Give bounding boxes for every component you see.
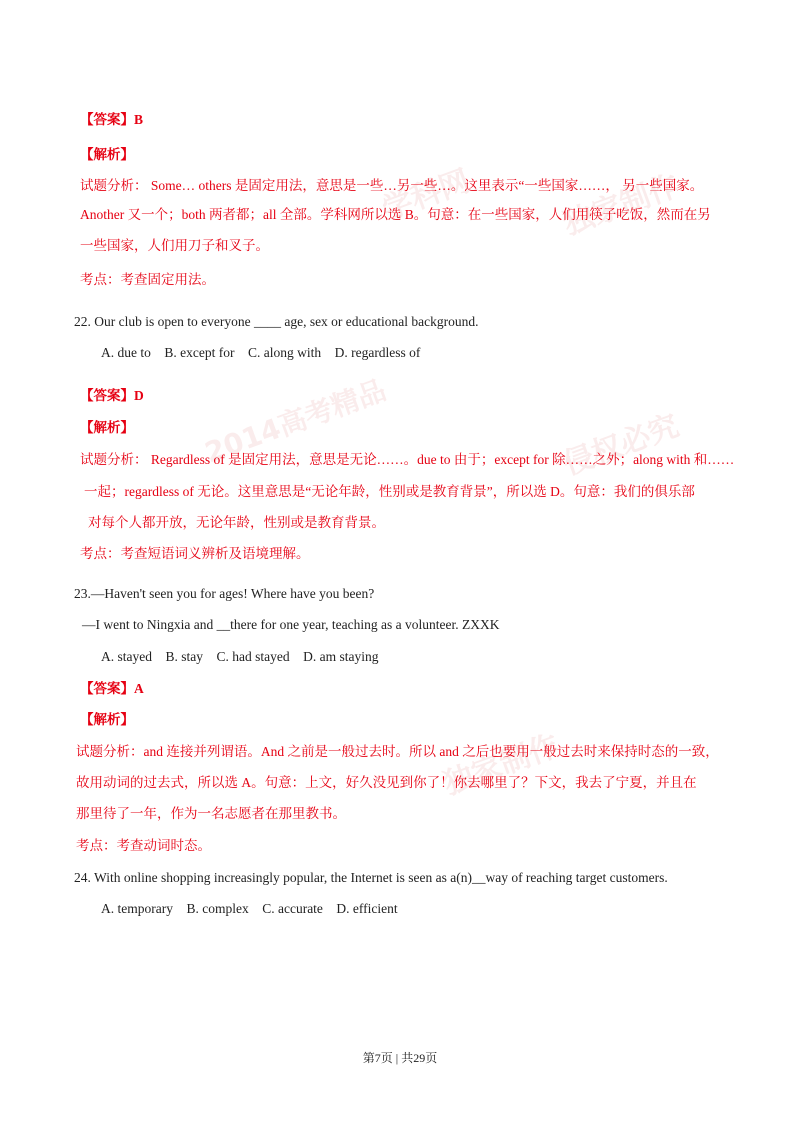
analysis-line: 对每个人都开放，无论年龄，性别或是教育背景。	[88, 515, 385, 530]
analysis-line: 一些国家，人们用刀子和叉子。	[80, 238, 269, 253]
question-24: 24. With online shopping increasingly popular, the Internet is seen as a(n)__way of reaching target customers.	[74, 870, 668, 885]
analysis-line: 故用动词的过去式，所以选 A。句意：上文，好久没见到你了！你去哪里了？下文，我去了宁夏，并且在	[76, 775, 697, 790]
options-23: A. stayed B. stay C. had stayed D. am staying	[101, 649, 379, 664]
answer-label: 【答案】D	[80, 388, 144, 403]
watermark-text: 学科网	[377, 163, 475, 228]
options-22: A. due to B. except for C. along with D. regardless of	[101, 345, 421, 360]
watermark-text: 独家制作	[558, 168, 684, 243]
watermark-text: 独家制作	[438, 728, 564, 803]
answer-label: 【答案】B	[80, 112, 144, 127]
options-24: A. temporary B. complex C. accurate D. efficient	[101, 901, 398, 916]
test-point: 考点：考查固定用法。	[80, 272, 215, 287]
test-point: 考点：考查短语词义辨析及语境理解。	[80, 546, 310, 561]
question-23-line2: —I went to Ningxia and __there for one year, teaching as a volunteer. ZXXK	[82, 617, 500, 632]
question-22: 22. Our club is open to everyone ____ age, sex or educational background.	[74, 314, 479, 329]
question-23: 23.—Haven't seen you for ages! Where have you been?	[74, 586, 375, 601]
analysis-line: 那里待了一年，作为一名志愿者在那里教书。	[76, 806, 346, 821]
analysis-label: 【解析】	[80, 712, 134, 727]
watermark-text: 2014高考精品	[200, 373, 391, 470]
test-point: 考点：考查动词时态。	[76, 838, 211, 853]
page-footer: 第7页 | 共29页	[362, 1051, 438, 1065]
analysis-label: 【解析】	[80, 420, 134, 435]
analysis-line: 一起；regardless of 无论。这里意思是“无论年龄，性别或是教育背景”，所以选 D。句意：我们的俱乐部	[84, 484, 695, 499]
answer-label: 【答案】A	[80, 681, 144, 696]
watermark-text: 侵权必究	[558, 408, 684, 483]
analysis-line: 试题分析：and 连接并列谓语。And 之前是一般过去时。所以 and 之后也要用一般过去时来保持时态的一致，	[76, 744, 719, 759]
analysis-line: 试题分析： Regardless of 是固定用法，意思是无论……。due to 由于；except for 除……之外；along with 和……	[80, 452, 735, 467]
analysis-line: 试题分析： Some… others 是固定用法，意思是一些…另一些…。这里表示“一些国家……， 另一些国家。	[80, 178, 704, 193]
analysis-line: Another 又一个；both 两者都；all 全部。学科网所以选 B。句意：在一些国家，人们用筷子吃饭，然而在另	[80, 207, 711, 222]
analysis-label: 【解析】	[80, 147, 134, 162]
